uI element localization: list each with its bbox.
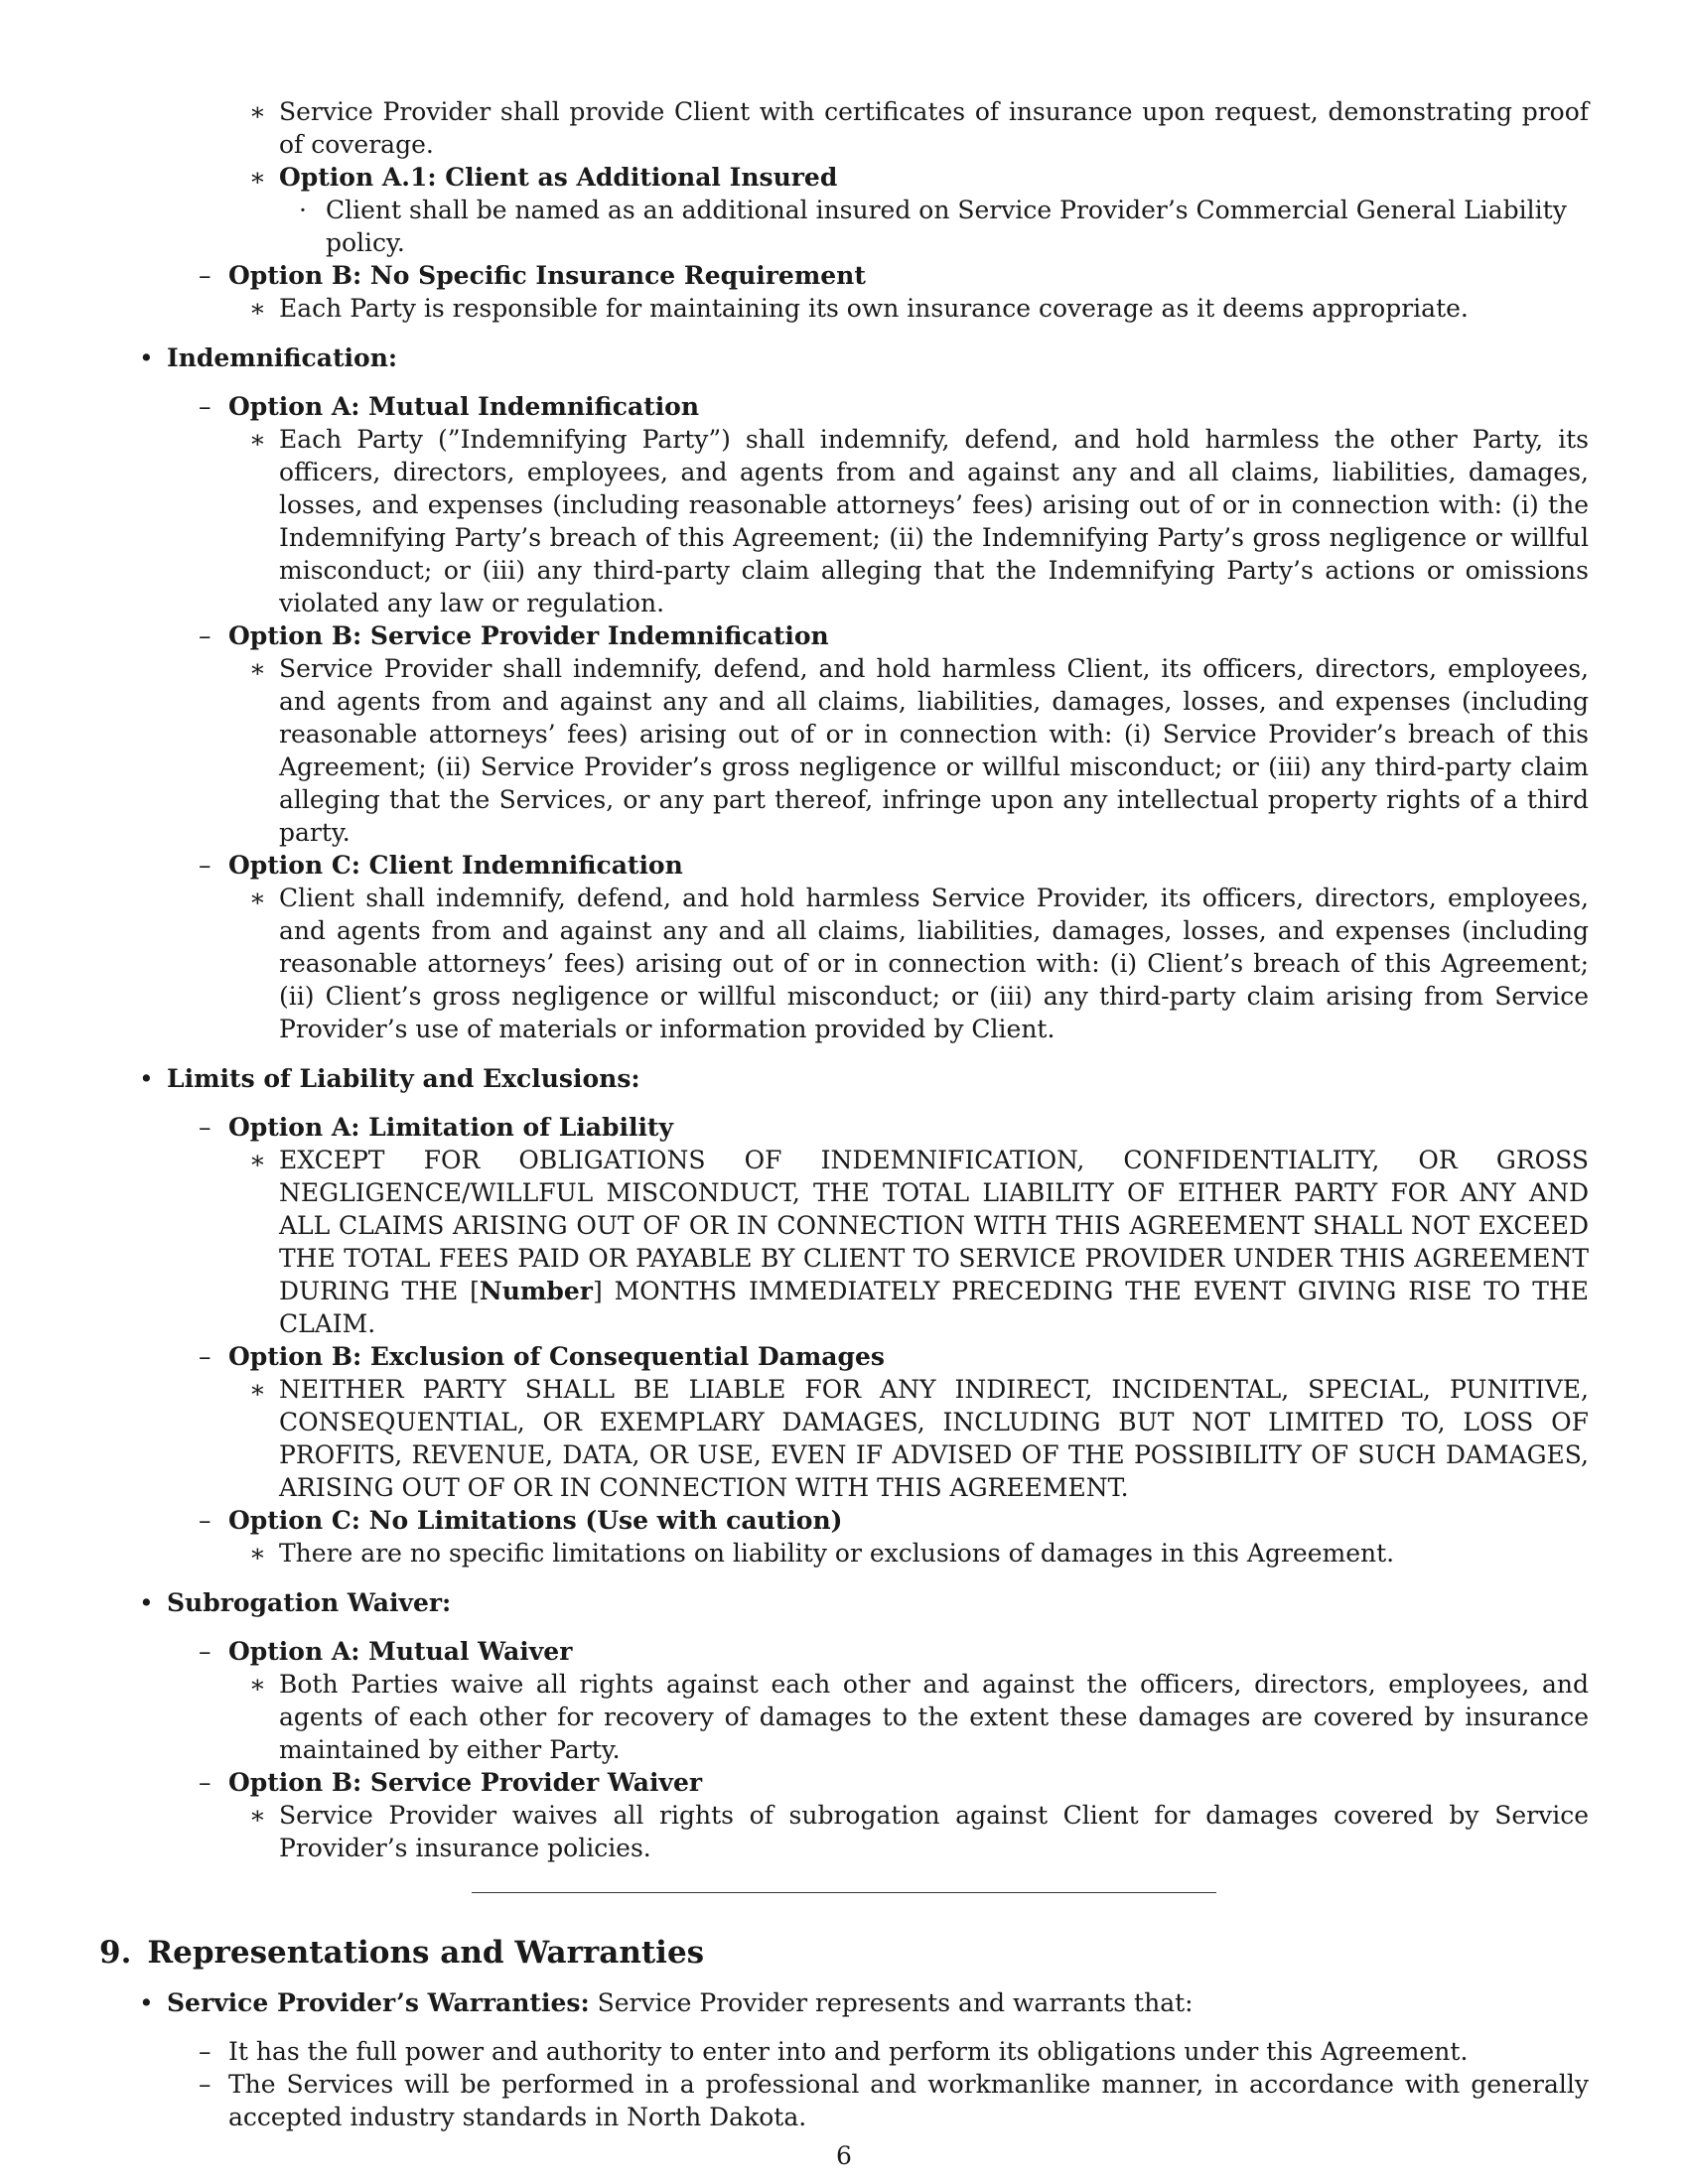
dash-marker: – (199, 1637, 211, 1666)
dash-marker: – (199, 392, 211, 421)
bullet-marker: • (139, 1588, 154, 1617)
heading-text: Limits of Liability and Exclusions: (167, 1064, 640, 1093)
list-item (199, 849, 1589, 882)
insurance-certificate-text: Service Provider shall provide Client with certificates of insurance upon request, demonstrating proof of coverage. (279, 97, 1589, 159)
warranties-intro: Service Provider represents and warrants that: (597, 1988, 1194, 2017)
list-item (199, 390, 1589, 423)
list-item (199, 1635, 1589, 1668)
list-item (249, 1373, 1589, 1504)
dash-marker: – (199, 621, 211, 650)
star-marker: ∗ (249, 654, 266, 683)
list-item (199, 619, 1589, 652)
star-marker: ∗ (249, 1375, 266, 1404)
section-heading-limits (139, 1062, 1589, 1095)
list-item (199, 2035, 1589, 2068)
star-marker: ∗ (249, 1801, 266, 1830)
section-title-text: Representations and Warranties (147, 1935, 705, 1971)
page-number: 6 (836, 2141, 852, 2170)
warranty-text: The Services will be performed in a professional and workmanlike manner, in accordance with generally accepted industry standards in North Dakota. (228, 2070, 1589, 2131)
list-item (249, 652, 1589, 849)
dash-marker: – (199, 261, 211, 290)
option-label: Option A: Mutual Waiver (228, 1637, 573, 1666)
list-item (249, 1144, 1590, 1340)
bullet-marker: • (139, 1064, 154, 1093)
warranty-text: It has the full power and authority to enter into and perform its obligations under this Agreement. (228, 2037, 1469, 2066)
list-item (249, 95, 1589, 161)
option-text: Service Provider shall indemnify, defend, and hold harmless Client, its officers, directors, employees, and agents from and against any and all claims, liabilities, damages, losses, and expenses (including reasonable attorneys’ fees) arising out of or in connection with: (i) Service Provider’s breach of this Agreement; (ii) Service Provider’s gross negligence or willful misconduct; or (iii) any third-party claim alleging that the Services, or any part thereof, infringe upon any intellectual property rights of a third party. (279, 654, 1589, 847)
section-title (99, 1933, 1688, 1973)
option-text: There are no specific limitations on liability or exclusions of damages in this Agreement. (279, 1539, 1395, 1568)
bullet-marker: • (139, 343, 154, 372)
list-item (199, 1504, 1589, 1537)
option-text-continued: ] MONTHS IMMEDIATELY PRECEDING THE EVENT GIVING RISE TO THE CLAIM. (279, 1277, 1590, 1338)
list-item (249, 161, 1589, 194)
list-item (199, 1340, 1589, 1373)
section-heading-subrogation (139, 1586, 1589, 1619)
dash-marker: – (199, 2037, 211, 2066)
option-text: Client shall indemnify, defend, and hold harmless Service Provider, its officers, directors, employees, and agents from and against any and all claims, liabilities, damages, losses, and expenses (including reasonable attorneys’ fees) arising out of or in connection with: (i) Client’s breach of this Agreement; (ii) Client’s gross negligence or willful misconduct; or (iii) any third-party claim arising from Service Provider’s use of materials or information provided by Client. (279, 884, 1589, 1043)
number-placeholder: Number (479, 1277, 593, 1305)
bullet-marker: • (139, 1988, 154, 2017)
option-label: Option A: Limitation of Liability (228, 1113, 674, 1142)
list-item (199, 2068, 1589, 2133)
list-item (249, 1799, 1589, 1864)
list-item (249, 423, 1589, 619)
section-number: 9. (99, 1935, 132, 1971)
list-item (249, 1537, 1589, 1570)
star-marker: ∗ (249, 1539, 266, 1568)
option-text: EXCEPT FOR OBLIGATIONS OF INDEMNIFICATION, CONFIDENTIALITY, OR GROSS NEGLIGENCE/WILLFUL MISCONDUCT, THE TOTAL LIABILITY OF EITHER PARTY FOR ANY AND ALL CLAIMS ARISING OUT OF OR IN CONNECTION WITH THIS AGREEMENT SHALL NOT EXCEED THE TOTAL FEES PAID OR PAYABLE BY CLIENT TO SERVICE PROVIDER UNDER THIS AGREEMENT DURING THE [ (279, 1146, 1589, 1305)
option-label: Option B: Service Provider Waiver (228, 1768, 703, 1797)
heading-text: Indemnification: (167, 343, 398, 372)
option-text: Both Parties waive all rights against each other and against the officers, directors, employees, and agents of each other for recovery of damages to the extent these damages are covered by insurance maintained by either Party. (279, 1670, 1589, 1764)
heading-text: Subrogation Waiver: (167, 1588, 452, 1617)
option-text: Each Party (”Indemnifying Party”) shall indemnify, defend, and hold harmless the other Party, its officers, directors, employees, and agents from and against any and all claims, liabilities, damages, losses, and expenses (including reasonable attorneys’ fees) arising out of or in connection with: (i) the Indemnifying Party’s breach of this Agreement; (ii) the Indemnifying Party’s gross negligence or willful misconduct; or (iii) any third-party claim alleging that the Indemnifying Party’s actions or omissions violated any law or regulation. (279, 425, 1589, 617)
section-heading-indemnification (139, 341, 1589, 374)
document-page (0, 95, 1688, 2133)
option-text: Each Party is responsible for maintaining its own insurance coverage as it deems appropriate. (279, 294, 1469, 323)
star-marker: ∗ (249, 1670, 266, 1699)
dot-marker: · (299, 196, 307, 224)
option-label: Option B: Exclusion of Consequential Damages (228, 1342, 885, 1371)
dash-marker: – (199, 1342, 211, 1371)
option-text: NEITHER PARTY SHALL BE LIABLE FOR ANY INDIRECT, INCIDENTAL, SPECIAL, PUNITIVE, CONSEQUENTIAL, OR EXEMPLARY DAMAGES, INCLUDING BUT NOT LIMITED TO, LOSS OF PROFITS, REVENUE, DATA, OR USE, EVEN IF ADVISED OF THE POSSIBILITY OF SUCH DAMAGES, ARISING OUT OF OR IN CONNECTION WITH THIS AGREEMENT. (279, 1375, 1589, 1502)
star-marker: ∗ (249, 425, 266, 454)
option-label: Option A: Mutual Indemnification (228, 392, 700, 421)
list-item (249, 882, 1589, 1045)
option-label: Option C: Client Indemnification (228, 851, 683, 880)
option-label: Option A.1: Client as Additional Insured (279, 163, 838, 192)
dash-marker: – (199, 1506, 211, 1535)
star-marker: ∗ (249, 97, 266, 126)
option-text: Client shall be named as an additional insured on Service Provider’s Commercial General Liability policy. (326, 196, 1567, 257)
dash-marker: – (199, 2070, 211, 2099)
list-item (139, 1986, 1589, 2019)
warranties-heading: Service Provider’s Warranties: (167, 1988, 590, 2017)
dash-marker: – (199, 1768, 211, 1797)
list-item (199, 1766, 1589, 1799)
option-label: Option B: Service Provider Indemnification (228, 621, 829, 650)
list-item (249, 292, 1589, 325)
star-marker: ∗ (249, 884, 266, 912)
option-label: Option C: No Limitations (Use with caution) (228, 1506, 843, 1535)
list-item (199, 259, 1589, 292)
section-divider (472, 1892, 1216, 1893)
star-marker: ∗ (249, 294, 266, 323)
star-marker: ∗ (249, 163, 266, 192)
list-item (249, 1668, 1589, 1766)
option-label: Option B: No Specific Insurance Requirement (228, 261, 866, 290)
list-item (299, 194, 1589, 259)
option-text: Service Provider waives all rights of subrogation against Client for damages covered by Service Provider’s insurance policies. (279, 1801, 1589, 1862)
list-item (199, 1111, 1589, 1144)
dash-marker: – (199, 851, 211, 880)
star-marker: ∗ (249, 1146, 266, 1174)
dash-marker: – (199, 1113, 211, 1142)
